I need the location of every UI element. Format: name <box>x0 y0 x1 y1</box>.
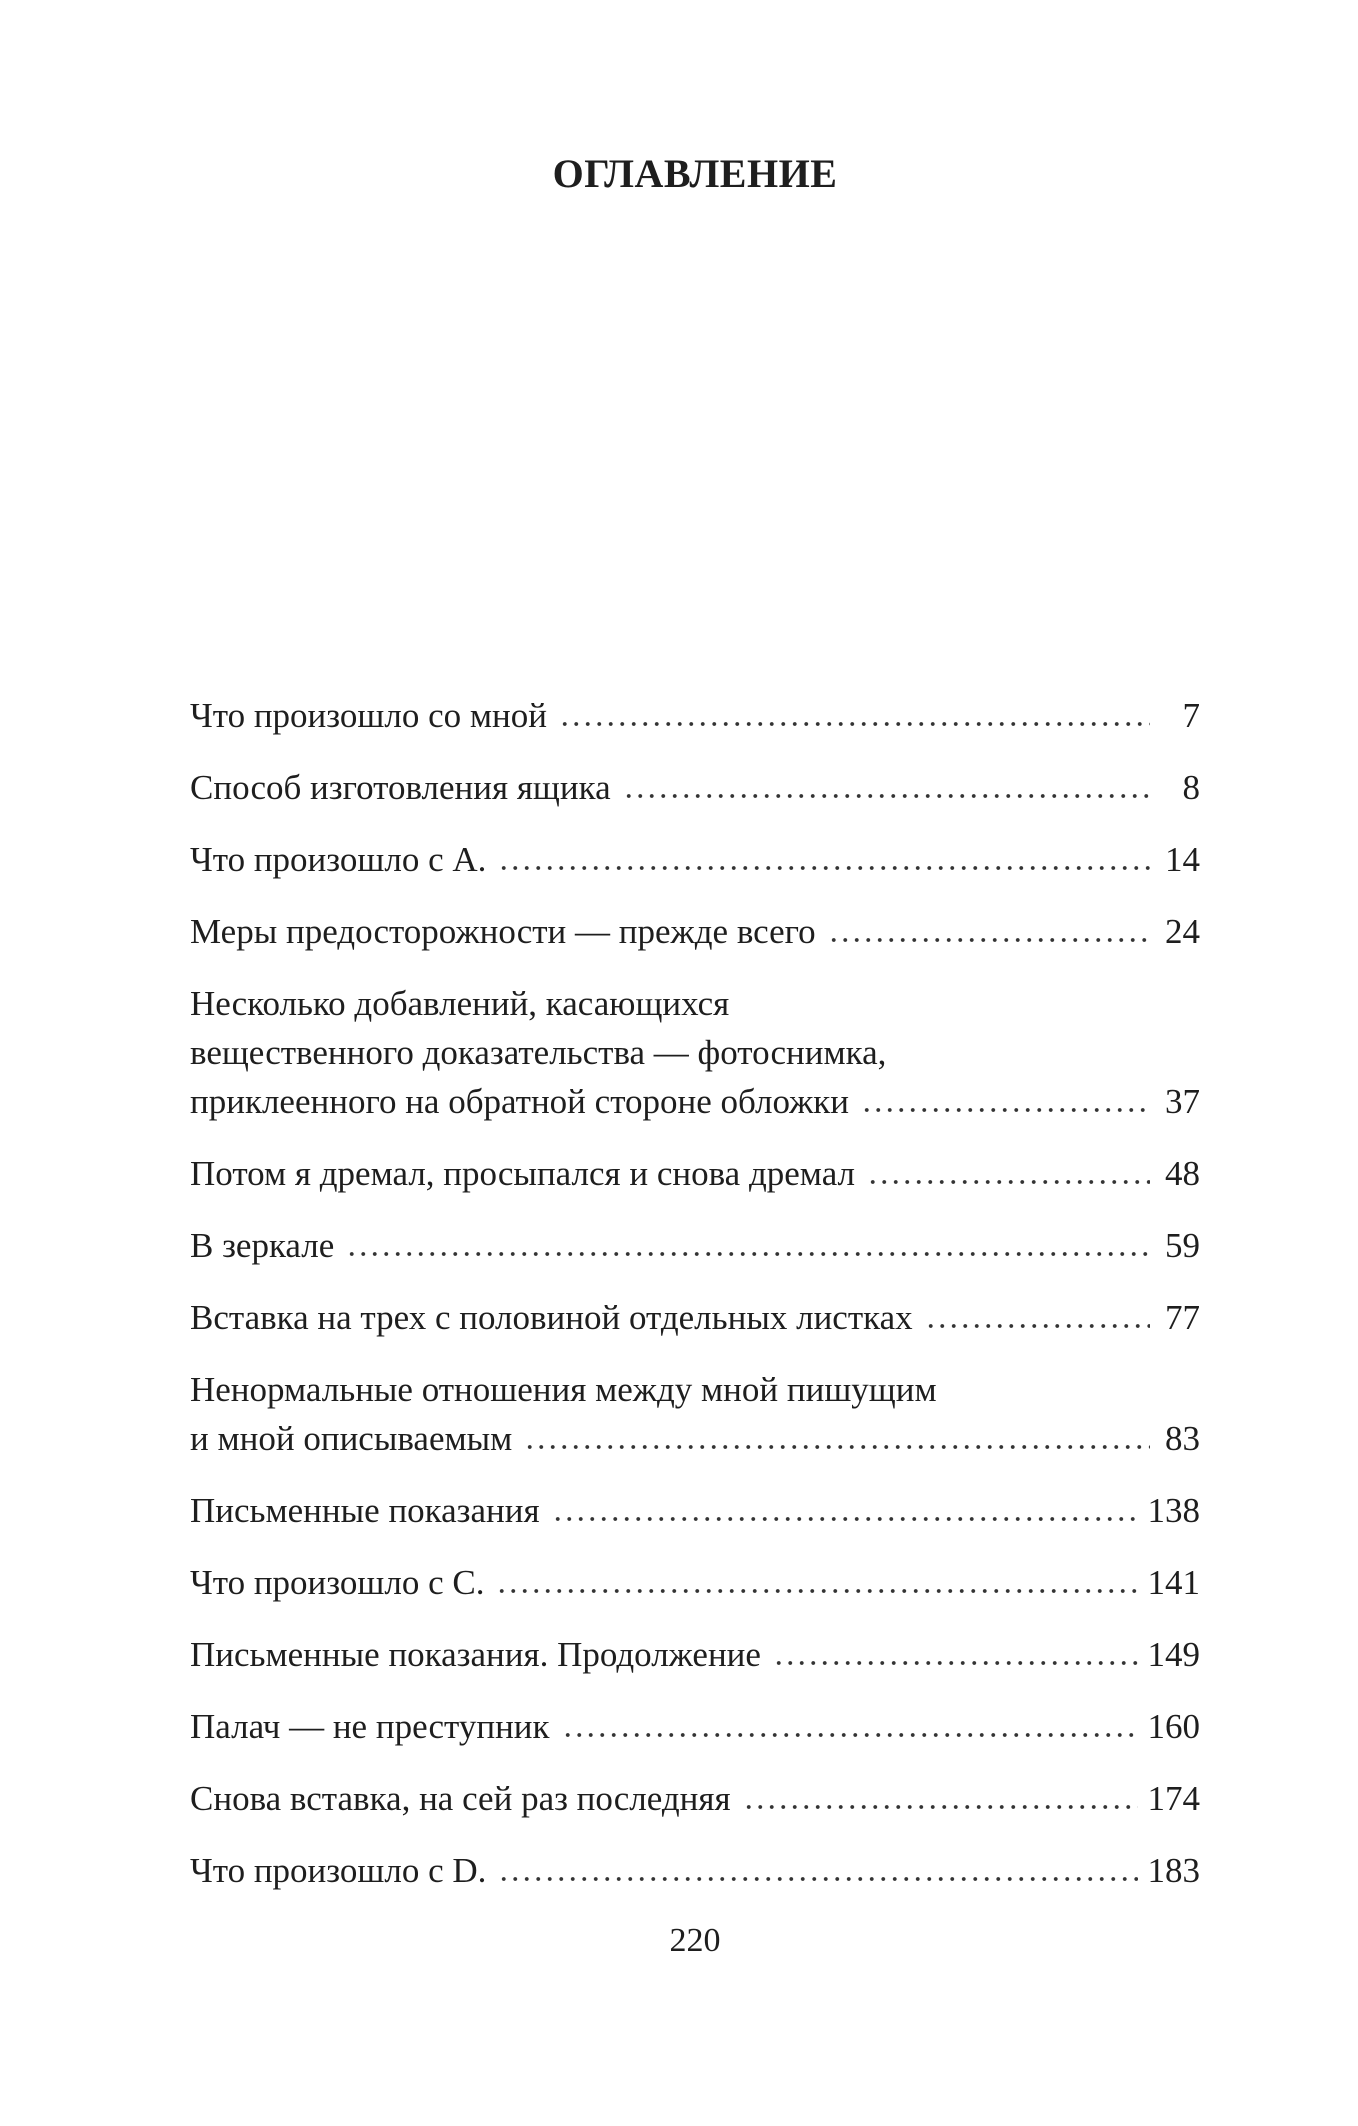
table-of-contents <box>190 691 1200 1918</box>
toc-entry <box>190 1774 1200 1823</box>
toc-entry <box>190 907 1200 956</box>
toc-entry <box>190 1293 1200 1342</box>
toc-entry-title-line: Палач — не преступник <box>190 1707 550 1746</box>
toc-entry-title-line: и мной описываемым <box>190 1419 513 1458</box>
toc-entry <box>190 1630 1200 1679</box>
toc-entry-page: 183 <box>1147 1851 1200 1890</box>
toc-entry-row <box>190 835 1200 884</box>
dot-leader <box>346 1245 1150 1257</box>
toc-entry-row <box>190 1558 1200 1607</box>
toc-entry-row <box>190 1486 1200 1535</box>
toc-entry-title-line: Вставка на трех с половиной отдельных листках <box>190 1298 913 1337</box>
toc-entry-title-line: Несколько добавлений, касающихся <box>190 984 730 1023</box>
toc-entry-page: 59 <box>1165 1226 1200 1265</box>
toc-entry-page: 24 <box>1165 912 1200 951</box>
toc-entry-row <box>190 1414 1200 1463</box>
toc-entry-row <box>190 1077 1200 1126</box>
toc-entry-row <box>190 1149 1200 1198</box>
toc-entry <box>190 1846 1200 1895</box>
toc-entry-title-line: Что произошло с С. <box>190 1563 485 1602</box>
dot-leader <box>498 859 1150 871</box>
dot-leader <box>861 1101 1150 1113</box>
toc-entry-title-line: Способ изготовления ящика <box>190 768 611 807</box>
toc-entry-row <box>190 1702 1200 1751</box>
toc-entry-page: 7 <box>1182 696 1200 735</box>
toc-entry-page: 141 <box>1147 1563 1200 1602</box>
toc-entry-page: 83 <box>1165 1419 1200 1458</box>
toc-entry-page: 138 <box>1147 1491 1200 1530</box>
toc-entry-title-line: Потом я дремал, просыпался и снова дремал <box>190 1154 856 1193</box>
toc-entry-title-line: Меры предосторожности — прежде всего <box>190 912 816 951</box>
dot-leader <box>773 1654 1138 1666</box>
toc-entry-page: 48 <box>1165 1154 1200 1193</box>
toc-entry-row <box>190 691 1200 740</box>
toc-entry <box>190 1221 1200 1270</box>
toc-entry <box>190 1149 1200 1198</box>
toc-entry-page: 160 <box>1147 1707 1200 1746</box>
toc-entry-page: 77 <box>1165 1298 1200 1337</box>
dot-leader <box>496 1582 1137 1594</box>
toc-entry-row <box>190 1846 1200 1895</box>
toc-entry-title-line: Письменные показания. Продолжение <box>190 1635 761 1674</box>
toc-entry-page: 8 <box>1182 768 1200 807</box>
dot-leader <box>867 1173 1150 1185</box>
toc-entry-page: 149 <box>1147 1635 1200 1674</box>
toc-entry-title-line: приклеенного на обратной стороне обложки <box>190 1082 849 1121</box>
page-number: 220 <box>669 1922 721 1959</box>
dot-leader <box>498 1870 1137 1882</box>
toc-entry-title-line: Ненормальные отношения между мной пишущим <box>190 1370 937 1409</box>
toc-entry-row <box>190 907 1200 956</box>
dot-leader <box>559 715 1150 727</box>
toc-entry-row <box>190 1774 1200 1823</box>
dot-leader <box>925 1317 1150 1329</box>
toc-entry-row <box>190 1221 1200 1270</box>
toc-entry-title-line: Что произошло со мной <box>190 696 547 735</box>
dot-leader <box>828 931 1150 943</box>
toc-entry <box>190 835 1200 884</box>
dot-leader <box>524 1438 1150 1450</box>
toc-entry-title-line: Письменные показания <box>190 1491 540 1530</box>
dot-leader <box>743 1798 1138 1810</box>
toc-entry <box>190 1486 1200 1535</box>
toc-entry-row <box>190 1293 1200 1342</box>
toc-entry-title-line: вещественного доказательства — фотоснимка, <box>190 1033 887 1072</box>
toc-entry <box>190 1702 1200 1751</box>
toc-entry <box>190 763 1200 812</box>
toc-entry-title-line: Что произошло с D. <box>190 1851 487 1890</box>
dot-leader <box>562 1726 1138 1738</box>
toc-entry-title-line: Что произошло с А. <box>190 840 487 879</box>
toc-entry-row <box>190 763 1200 812</box>
toc-entry-title-line: В зеркале <box>190 1226 335 1265</box>
toc-entry <box>190 1365 1200 1463</box>
toc-entry <box>190 691 1200 740</box>
toc-entry-row <box>190 1630 1200 1679</box>
dot-leader <box>623 787 1150 799</box>
toc-entry-title-line: Снова вставка, на сей раз последняя <box>190 1779 731 1818</box>
toc-entry <box>190 979 1200 1126</box>
toc-entry-page: 174 <box>1147 1779 1200 1818</box>
page-title: ОГЛАВЛЕНИЕ <box>552 151 838 196</box>
toc-entry-page: 14 <box>1165 840 1200 879</box>
dot-leader <box>552 1510 1138 1522</box>
toc-entry-page: 37 <box>1165 1082 1200 1121</box>
toc-entry <box>190 1558 1200 1607</box>
